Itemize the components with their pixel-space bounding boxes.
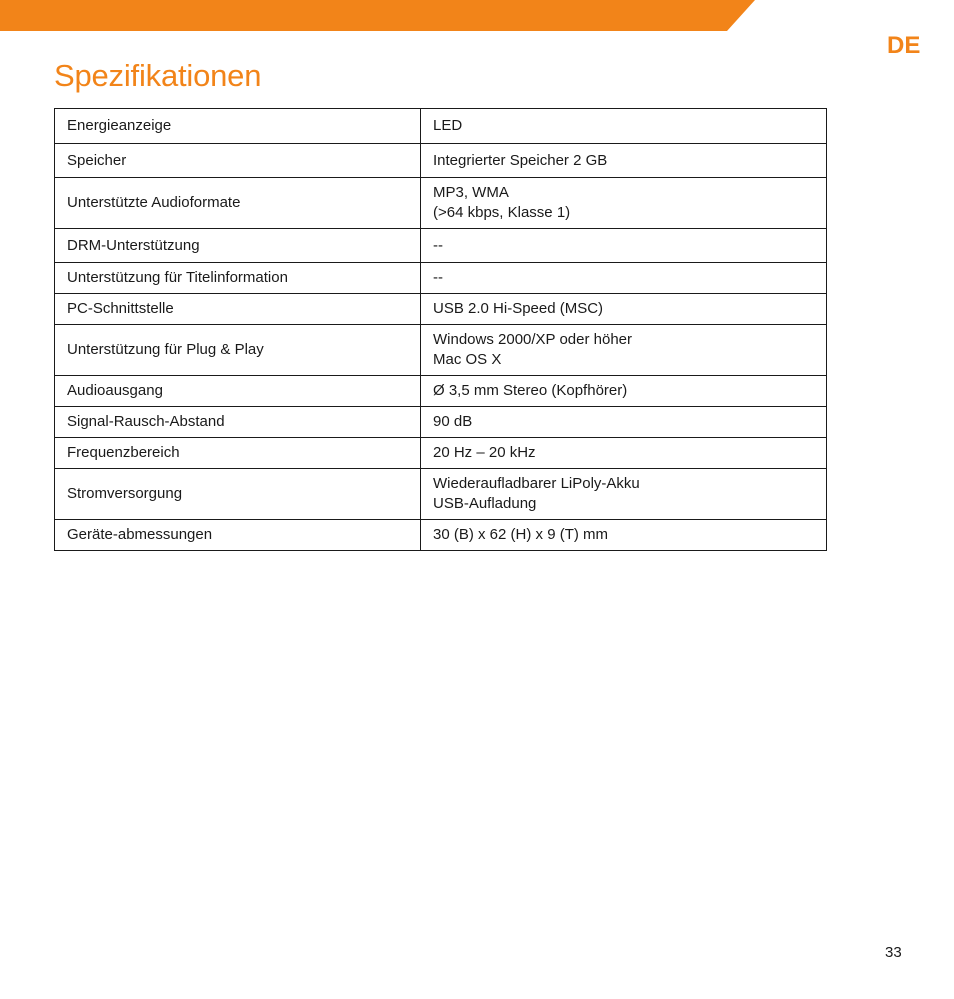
page-title: Spezifikationen [54,58,262,93]
spec-label: Energieanzeige [55,109,421,144]
spec-label: Unterstützung für Plug & Play [55,325,421,376]
spec-value [421,469,827,520]
spec-value [421,229,827,263]
spec-value-line: Wiederaufladbarer LiPoly-Akku [433,475,640,492]
spec-value-line: 20 Hz – 20 kHz [433,444,536,461]
table-row [55,109,827,144]
spec-value-line: (>64 kbps, Klasse 1) [433,204,571,221]
table-row [55,144,827,178]
spec-value-line: 30 (B) x 62 (H) x 9 (T) mm [433,526,609,543]
table-row [55,294,827,325]
spec-value [421,520,827,551]
language-tag: DE [887,32,921,59]
table-row [55,520,827,551]
table-row [55,376,827,407]
table-row [55,178,827,229]
spec-value [421,325,827,376]
header-accent-band [0,0,954,31]
spec-value-line: -- [433,269,443,286]
spec-label: Unterstützung für Titelinformation [55,263,421,294]
spec-label: Unterstützte Audioformate [55,178,421,229]
table-row [55,469,827,520]
specifications-table-body [55,109,827,551]
table-row [55,438,827,469]
spec-label: Stromversorgung [55,469,421,520]
table-row [55,263,827,294]
table-row [55,407,827,438]
spec-value-line: -- [433,236,443,254]
spec-label: PC-Schnittstelle [55,294,421,325]
spec-value [421,438,827,469]
spec-label: Frequenzbereich [55,438,421,469]
spec-value [421,376,827,407]
spec-label: Speicher [55,144,421,178]
table-row [55,325,827,376]
spec-value [421,407,827,438]
spec-label: Geräte-abmessungen [55,520,421,551]
spec-value-line: USB 2.0 Hi-Speed (MSC) [433,300,604,317]
spec-value [421,144,827,178]
spec-value-line: Mac OS X [433,351,502,368]
spec-value-line: MP3, WMA [433,184,509,201]
spec-value-line: Integrierter Speicher 2 GB [433,151,608,169]
page-number: 33 [885,944,902,961]
spec-value [421,109,827,144]
spec-value-line: Ø 3,5 mm Stereo (Kopfhörer) [433,382,628,399]
spec-value-line: USB-Aufladung [433,495,537,512]
spec-value [421,294,827,325]
spec-label: DRM-Unterstützung [55,229,421,263]
spec-value-line: 90 dB [433,413,473,430]
spec-value-line: Windows 2000/XP oder höher [433,331,633,348]
spec-value [421,178,827,229]
specifications-table [54,108,827,551]
spec-value [421,263,827,294]
spec-value-line: LED [433,117,463,134]
spec-label: Audioausgang [55,376,421,407]
table-row [55,229,827,263]
spec-label: Signal-Rausch-Abstand [55,407,421,438]
